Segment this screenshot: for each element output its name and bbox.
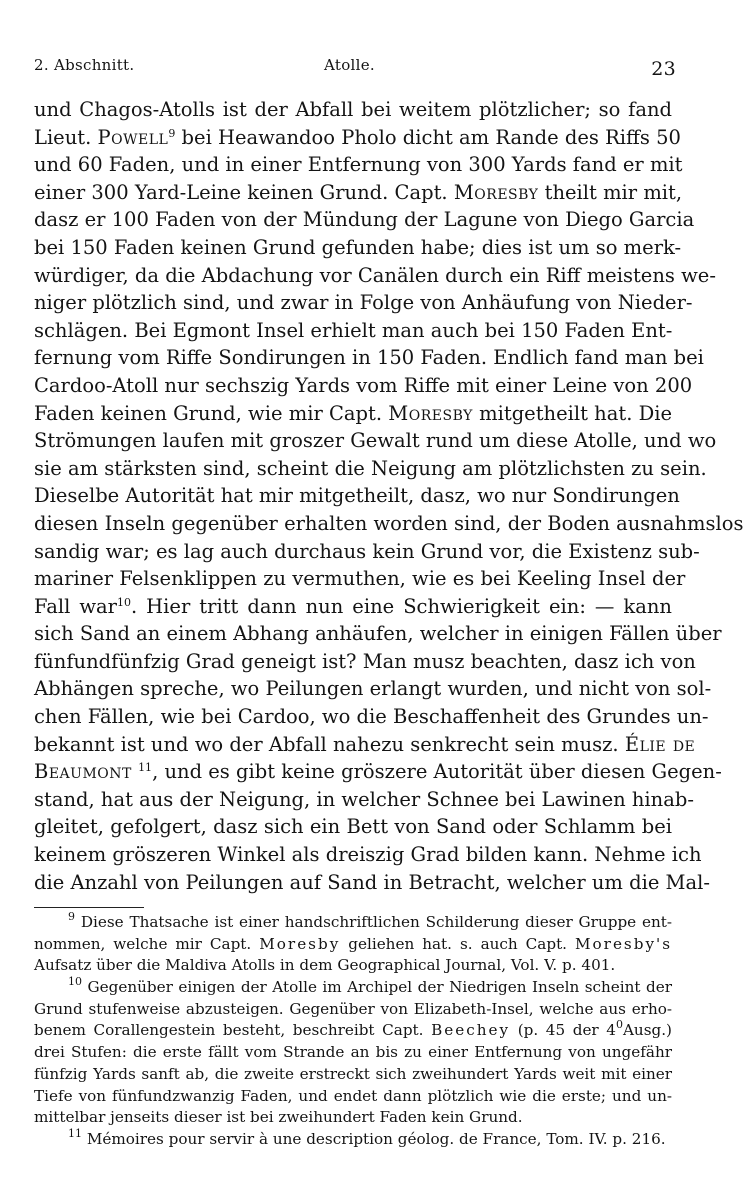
person-name: Moresby's [574,934,672,953]
footnote-ref: 9 [168,126,176,140]
footnote-line: nommen, welche mir Capt. Moresby geliehen hat. s. auch Capt. Moresby's [34,934,672,953]
footnotes [34,912,672,1151]
text-line: bekannt ist und wo der Abfall nahezu senkrecht sein musz. Élie de [34,732,696,756]
text-line: sie am stärksten sind, scheint die Neigung am plötzlichsten zu sein. [34,456,707,480]
footnote-divider [34,907,144,908]
text-line: gleitet, gefolgert, dasz sich ein Bett von Sand oder Schlamm bei [34,815,672,839]
chapter-title: Atolle. [324,56,375,74]
footnote-ref: 11 [138,761,153,775]
footnote-number: 9 [68,910,75,923]
text-line: Abhängen spreche, wo Peilungen erlangt wurden, und nicht von sol- [34,677,712,701]
text-line: und Chagos-Atolls ist der Abfall bei weitem plötzlicher; so fand [34,98,672,121]
footnote-number: 11 [68,1126,82,1140]
person-name: Moresby [388,401,473,425]
footnote-ref: 10 [116,595,131,609]
running-header [34,56,676,80]
page-number: 23 [651,58,676,80]
text-line: Cardoo-Atoll nur sechszig Yards vom Riffe mit einer Leine von 200 [34,373,693,397]
text-line: fernung vom Riffe Sondirungen in 150 Faden. Endlich fand man bei [34,346,704,370]
person-name: Moresby [453,180,539,204]
footnote-line: drei Stufen: die erste fällt vom Strande an bis zu einer Entfernung von ungefähr [34,1043,672,1062]
section-label: 2. Abschnitt. [34,56,135,74]
person-name: Moresby [259,934,341,953]
text-line: stand, hat aus der Neigung, in welcher Schnee bei Lawinen hinab- [34,787,694,811]
footnote-line: mittelbar jenseits dieser ist bei zweihundert Faden kein Grund. [34,1108,523,1127]
text-line: Dieselbe Autorität hat mir mitgetheilt, dasz, wo nur Sondirungen [34,484,680,508]
footnote-11: $^{11}$ Mémoires pour servir à une description géolog. de France, Tom. IV. p. 216. [68,1126,666,1148]
text-line: bei 150 Faden keinen Grund gefunden habe; dies ist um so merk- [34,235,682,259]
person-name: Beaumont [34,760,132,784]
footnote-line: benem Corallengestein besteht, beschreibt Capt. Beechey (p. 45 der $4^0Ausg$.) [34,1018,672,1040]
footnote-line: Aufsatz über die Maldiva Atolls in dem Geographical Journal, Vol. V. p. 401. [34,956,616,975]
text-line: diesen Inseln gegenüber erhalten worden sind, der Boden ausnahmslos [34,511,744,535]
text-line: niger plötzlich sind, und zwar in Folge von Anhäufung von Nieder- [34,291,693,315]
text-line: schlägen. Bei Egmont Insel erhielt man auch bei 150 Faden Ent- [34,318,673,342]
text-line: Beaumont $^{11}$, und es gibt keine gröszere Autorität über diesen Gegen- [34,760,722,784]
footnote-9: $^9$ Diese Thatsache ist einer handschriftlichen Schilderung dieser Gruppe ent- [68,910,672,931]
text-line: fünfundfünfzig Grad geneigt ist? Man musz beachten, dasz ich von [34,649,696,673]
text-line: chen Fällen, wie bei Cardoo, wo die Beschaffenheit des Grundes un- [34,705,709,729]
footnote-line: Tiefe von fünfundzwanzig Faden, und endet dann plötzlich wie die erste; und un- [34,1086,672,1105]
text-line: die Anzahl von Peilungen auf Sand in Betracht, welcher um die Mal- [34,870,710,894]
person-name: Powell [97,125,169,149]
text-line: mariner Felsenklippen zu vermuthen, wie es bei Keeling Insel der [34,567,686,591]
text-line: Lieut. Powell$^9$ bei Heawandoo Pholo dicht am Rande des Riffs 50 [34,125,681,149]
main-text [34,96,744,896]
text-line: dasz er 100 Faden von der Mündung der Lagune von Diego Garcia [34,208,695,232]
text-line: Fall war$^{10}$. Hier tritt dann nun eine Schwierigkeit ein: — kann [34,594,672,618]
person-name: Élie de [624,732,696,756]
text-line: und 60 Faden, und in einer Entfernung von 300 Yards fand er mit [34,153,683,177]
text-line: sich Sand an einem Abhang anhäufen, welcher in einigen Fällen über [34,622,722,646]
text-line: einer 300 Yard-Leine keinen Grund. Capt. Moresby theilt mir mit, [34,180,683,204]
footnote-number: 10 [68,975,82,989]
text-line: Faden keinen Grund, wie mir Capt. Moresby mitgetheilt hat. Die [34,401,673,425]
person-name: Beechey [431,1021,511,1040]
footnote-10: $^{10}$ Gegenüber einigen der Atolle im Archipel der Niedrigen Inseln scheint der [68,975,672,997]
text-line: sandig war; es lag auch durchaus kein Grund vor, die Existenz sub- [34,539,700,563]
text-line: keinem gröszeren Winkel als dreiszig Grad bilden kann. Nehme ich [34,843,702,867]
text-line: würdiger, da die Abdachung vor Canälen durch ein Riff meistens we- [34,263,716,287]
footnote-line: Grund stufenweise abzusteigen. Gegenüber von Elizabeth-Insel, welche aus erho- [34,999,672,1018]
text-line: Strömungen laufen mit groszer Gewalt rund um diese Atolle, und wo [34,429,717,453]
footnote-line: fünfzig Yards sanft ab, die zweite erstreckt sich zweihundert Yards weit mit einer [34,1064,672,1083]
